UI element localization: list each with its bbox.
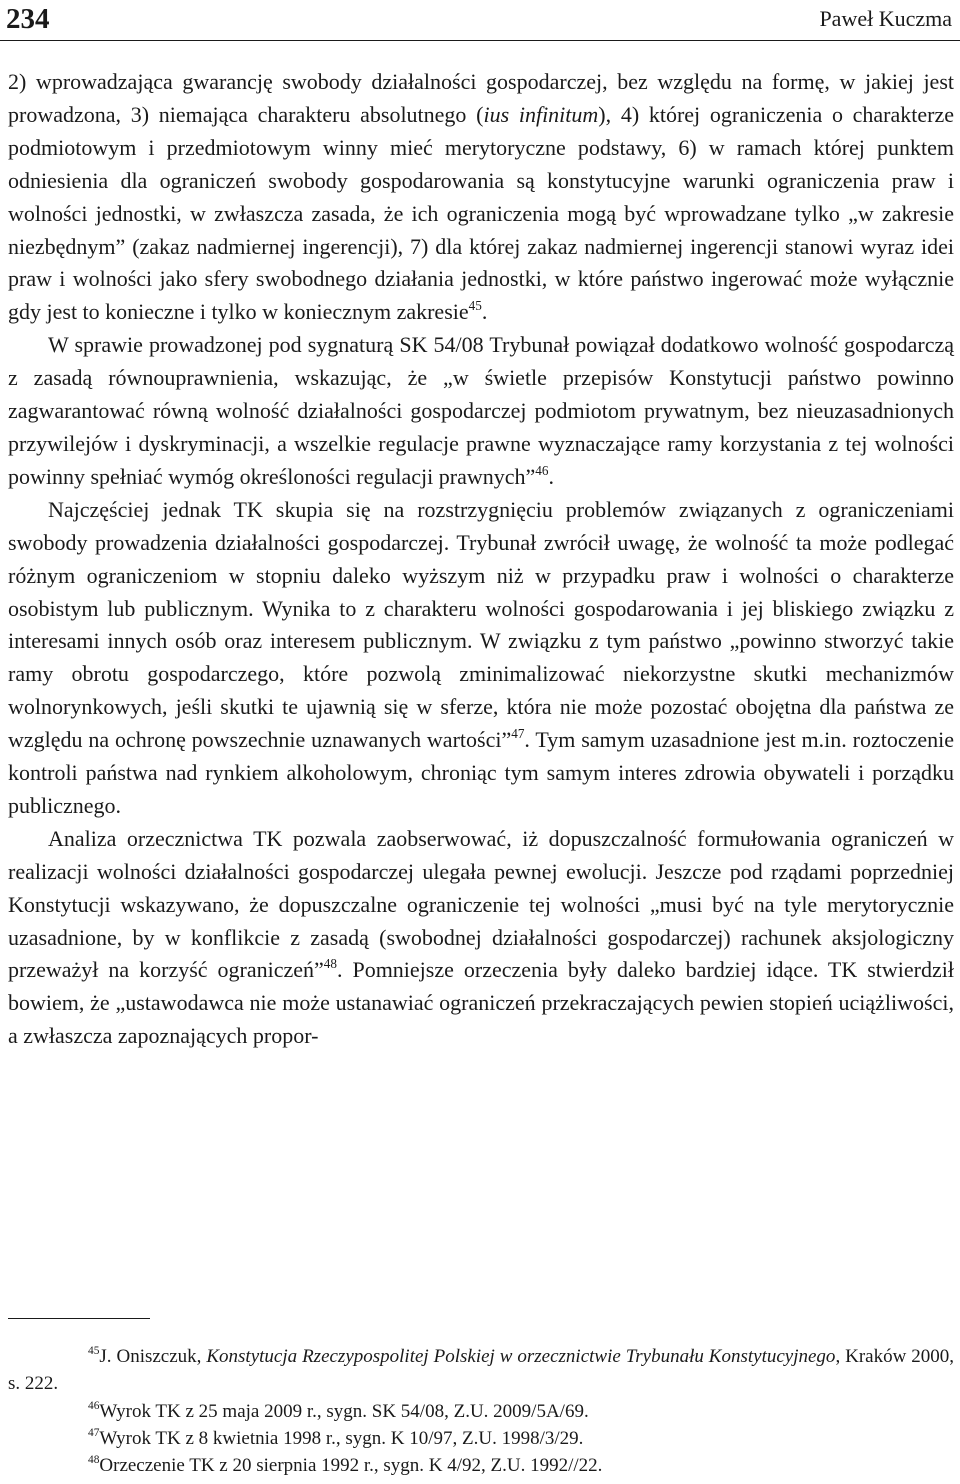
footnote-text: Wyrok TK z 25 maja 2009 r., sygn. SK 54/08, Z.U. 2009/5A/69.	[99, 1400, 589, 1422]
running-head-author: Paweł Kuczma	[819, 6, 952, 31]
paragraph-1	[8, 66, 954, 329]
footnote-book-title: Konstytucja Rzeczypospolitej Polskiej w orzecznictwie Trybunału Konstytucyjnego	[206, 1346, 836, 1367]
footnote-48: $^{48}$Orzeczenie TK z 20 sierpnia 1992 r., sygn. K 4/92, Z.U. 1992//22.	[88, 1454, 603, 1477]
paragraph-3-text-a: Najczęściej jednak TK skupia się na rozstrzygnięciu problemów związanych z ograniczeniami swobody prowadzenia działalności gospodarczej. Trybunał zwrócił uwagę, że wolność ta może podlegać różnym ograniczeniom w stopniu daleko wyższym niż w przypadku praw i wolności o charakterze osobistym lub publicznym. Wynika to z charakteru wolności gospodarowania i jej bliskiego związku z interesami innych osób oraz interesem publicznym. W związku z tym państwo „powinno stworzyć takie ramy obrotu gospodarczego, które pozwolą zminimalizować niekorzystne skutki mechanizmów wolnorynkowych, jeśli skutki te ujawnią się w sferze, która nie może pozostać obojętna dla państwa ze względu na ochronę powszechnie uznawanych wartości”	[8, 496, 954, 753]
main-text	[8, 66, 954, 1053]
footnotes	[8, 1343, 954, 1479]
header-rule	[0, 40, 960, 41]
paragraph-2-end: .	[548, 463, 554, 489]
paragraph-3	[8, 494, 954, 823]
footnote-ref-47[interactable]: 47	[511, 725, 525, 741]
page-number: 234	[6, 3, 50, 35]
footnote-text: Orzeczenie TK z 20 sierpnia 1992 r., sygn. K 4/92, Z.U. 1992//22.	[99, 1455, 603, 1477]
footnote-text: Wyrok TK z 8 kwietnia 1998 r., sygn. K 10/97, Z.U. 1998/3/29.	[99, 1427, 584, 1449]
footnote-45: $^{45}$J. Oniszczuk, Konstytucja Rzeczypospolitej Polskiej w orzecznictwie Trybunału Konstytucyjnego, Kraków 2000, s. 222.	[8, 1345, 955, 1395]
paragraph-4-text-a: Analiza orzecznictwa TK pozwala zaobserwować, iż dopuszczalność formułowania ograniczeń w realizacji wolności działalności gospodarczej ulegała pewnej ewolucji. Jeszcze pod rządami poprzedniej Konstytucji wskazywano, że dopuszczalne ograniczenie tej wolności „musi być na tyle merytorycznie uzasadnione, by w konflikcie z zasadą (swobodnej działalności gospodarczej) rachunek aksjologiczny przeważył na korzyść ograniczeń”	[8, 825, 954, 983]
paragraph-1-text-a: 2) wprowadzająca gwarancję swobody działalności gospodarczej, bez względu na formę, w jakiej jest prowadzona, 3) niemająca charakteru absolutnego (	[8, 69, 954, 127]
footnote-ref-46[interactable]: 46	[535, 462, 549, 478]
footnote-47: $^{47}$Wyrok TK z 8 kwietnia 1998 r., sygn. K 10/97, Z.U. 1998/3/29.	[88, 1426, 584, 1449]
paragraph-3-text-b: . Tym samym uzasadnione jest m.in. roztoczenie kontroli państwa nad rynkiem alkoholowym, chroniąc tym samym interes zdrowia obywateli i porządku publicznego.	[8, 727, 954, 818]
paragraph-1-end: .	[481, 299, 488, 325]
paragraph-2	[8, 329, 954, 494]
footnote-ref-45[interactable]: 45	[468, 298, 482, 314]
page-header	[0, 0, 960, 40]
paragraph-4	[8, 823, 954, 1053]
footnote-text-end: , Kraków 2000, s. 222.	[8, 1346, 955, 1395]
paragraph-1-italic-term: ius infinitum	[483, 101, 599, 127]
paragraph-1-text-b: ), 4) której ograniczenia o charakterze podmiotowym i przedmiotowym winny mieć merytoryczne podstawy, 6) w ramach której punktem odniesienia dla ograniczeń swobody gospodarowania są konstytucyjne warunki ograniczenia praw i wolności jednostki, w zwłaszcza zasada, że ich ograniczenia mogą być wprowadzane tylko „w zakresie niezbędnym” (zakaz nadmiernej ingerencji), 7) dla której zakaz nadmiernej ingerencji stanowi wyraz idei praw i wolności jako sfery swobodnego działania jednostki, w które państwo ingerować może wyłącznie gdy jest to konieczne i tylko w koniecznym zakresie	[8, 101, 954, 325]
footnote-text: J. Oniszczuk,	[99, 1346, 207, 1367]
paragraph-2-text: W sprawie prowadzonej pod sygnaturą SK 54/08 Trybunał powiązał dodatkowo wolność gospodarczą z zasadą równouprawnienia, wskazując, że „w świetle przepisów Konstytucji państwo powinno zagwarantować równą wolność działalności gospodarczej podmiotom prywatnym, bez nieuzasadnionych przywilejów i dyskryminacji, a wszelkie regulacje prawne wyznaczające ramy korzystania z tej wolności powinny spełniać wymóg określoności regulacji prawnych”	[8, 332, 954, 489]
footnote-separator	[8, 1318, 150, 1319]
footnote-ref-48[interactable]: 48	[323, 956, 337, 972]
paragraph-4-text-b: . Pomniejsze orzeczenia były daleko bardziej idące. TK stwierdził bowiem, że „ustawodawca nie może ustanawiać ograniczeń przekraczających pewien stopień uciążliwości, a zwłaszcza zapoznających propor-	[8, 957, 954, 1049]
footnote-46: $^{46}$Wyrok TK z 25 maja 2009 r., sygn. SK 54/08, Z.U. 2009/5A/69.	[88, 1399, 589, 1422]
